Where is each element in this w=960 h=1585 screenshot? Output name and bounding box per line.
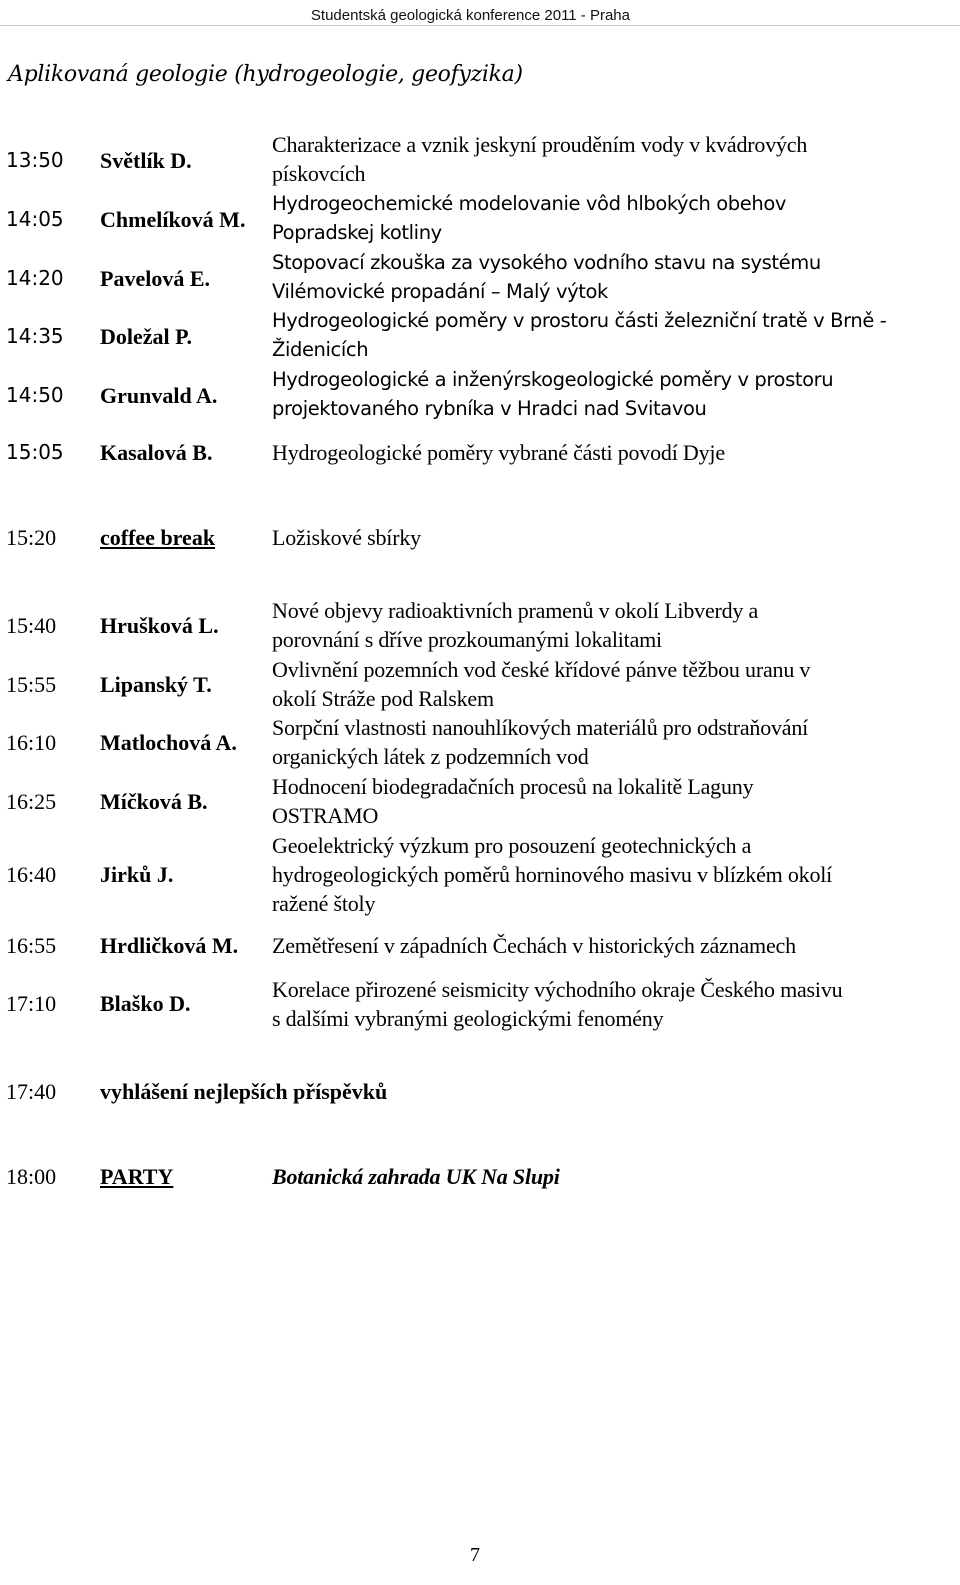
title-line: Ovlivnění pozemních vod české křídové pánve těžbou uranu v xyxy=(272,657,811,682)
row-title xyxy=(272,975,957,1033)
page-header: Studentská geologická konference 2011 - Praha xyxy=(310,7,630,24)
row-time: 13:50 xyxy=(6,148,64,172)
title-line: Zemětřesení v západních Čechách v historických záznamech xyxy=(272,933,796,958)
title-line: OSTRAMO xyxy=(272,803,379,828)
row-author: Hrdličková M. xyxy=(100,933,239,958)
title-line: pískovcích xyxy=(272,161,366,186)
title-line: okolí Stráže pod Ralskem xyxy=(272,686,494,711)
title-line: projektovaného rybníka v Hradci nad Svitavou xyxy=(272,397,707,420)
header-divider xyxy=(0,25,960,26)
title-line: Geoelektrický výzkum pro posouzení geotechnických a xyxy=(272,833,752,858)
row-time: 14:05 xyxy=(6,207,64,231)
row-author: Pavelová E. xyxy=(100,266,210,291)
row-title xyxy=(272,772,957,830)
row-author: Světlík D. xyxy=(100,148,192,173)
row-title xyxy=(272,931,957,960)
row-time: 18:00 xyxy=(6,1164,57,1189)
title-line: Židenicích xyxy=(272,338,369,361)
row-author: Jirků J. xyxy=(100,862,174,887)
title-line: Charakterizace a vznik jeskyní prouděním vody v kvádrových xyxy=(272,132,808,157)
row-author: Matlochová A. xyxy=(100,730,237,755)
title-line: porovnání s dříve prozkoumanými lokalitami xyxy=(272,627,662,652)
title-line: Popradskej kotliny xyxy=(272,221,442,244)
row-author: Lipanský T. xyxy=(100,672,212,697)
row-title xyxy=(272,248,957,306)
title-line: Hydrogeochemické modelovanie vôd hlbokých obehov xyxy=(272,192,787,215)
row-title xyxy=(272,596,957,654)
title-line: Korelace přirozené seismicity východního okraje Českého masivu xyxy=(272,977,843,1002)
page-number: 7 xyxy=(470,1544,480,1566)
title-line: hydrogeologických poměrů horninového masivu v blízkém okolí xyxy=(272,862,833,887)
row-author: Blaško D. xyxy=(100,991,191,1016)
row-time: 15:20 xyxy=(6,525,57,550)
row-author: Hrušková L. xyxy=(100,613,219,638)
row-time: 16:25 xyxy=(6,789,57,814)
title-line: ražené štoly xyxy=(272,891,376,916)
title-line: Stopovací zkouška za vysokého vodního stavu na systému xyxy=(272,251,821,274)
title-line: organických látek z podzemních vod xyxy=(272,744,589,769)
title-line: Hydrogeologické a inženýrskogeologické poměry v prostoru xyxy=(272,368,834,391)
title-line: s dalšími vybranými geologickými fenomény xyxy=(272,1006,664,1031)
row-title xyxy=(272,365,957,423)
row-title xyxy=(272,189,957,247)
row-time: 16:40 xyxy=(6,862,57,887)
title-line: Nové objevy radioaktivních pramenů v okolí Libverdy a xyxy=(272,598,759,623)
row-title xyxy=(272,831,957,918)
row-title xyxy=(272,130,957,188)
row-title xyxy=(272,1162,957,1191)
row-time: 16:10 xyxy=(6,730,57,755)
row-title xyxy=(272,438,957,467)
row-time: 15:05 xyxy=(6,440,64,464)
title-line: Ložiskové sbírky xyxy=(272,525,421,550)
title-line: Sorpční vlastnosti nanouhlíkových materiálů pro odstraňování xyxy=(272,715,809,740)
row-time: 16:55 xyxy=(6,933,57,958)
row-time: 14:35 xyxy=(6,324,64,348)
title-line: Hodnocení biodegradačních procesů na lokalitě Laguny xyxy=(272,774,754,799)
row-title xyxy=(272,655,957,713)
row-time: 15:55 xyxy=(6,672,57,697)
title-line: Botanická zahrada UK Na Slupi xyxy=(272,1164,560,1189)
row-author: Kasalová B. xyxy=(100,440,213,465)
section-title: Aplikovaná geologie (hydrogeologie, geofyzika) xyxy=(8,62,523,87)
title-line: Hydrogeologické poměry vybrané části povodí Dyje xyxy=(272,440,725,465)
row-author: Chmelíková M. xyxy=(100,207,246,232)
row-title xyxy=(272,713,957,771)
row-time: 15:40 xyxy=(6,613,57,638)
row-author: vyhlášení nejlepších příspěvků xyxy=(100,1079,388,1104)
row-author: PARTY xyxy=(100,1164,174,1189)
row-time: 14:50 xyxy=(6,383,64,407)
row-title xyxy=(272,523,957,552)
row-author: Grunvald A. xyxy=(100,383,218,408)
row-author: coffee break xyxy=(100,525,216,550)
row-time: 17:10 xyxy=(6,991,57,1016)
row-time: 17:40 xyxy=(6,1079,57,1104)
row-author: Míčková B. xyxy=(100,789,208,814)
row-time: 14:20 xyxy=(6,266,64,290)
row-author: Doležal P. xyxy=(100,324,193,349)
title-line: Vilémovické propadání – Malý výtok xyxy=(272,280,608,303)
row-title xyxy=(272,306,957,364)
title-line: Hydrogeologické poměry v prostoru části železniční tratě v Brně - xyxy=(272,309,887,332)
